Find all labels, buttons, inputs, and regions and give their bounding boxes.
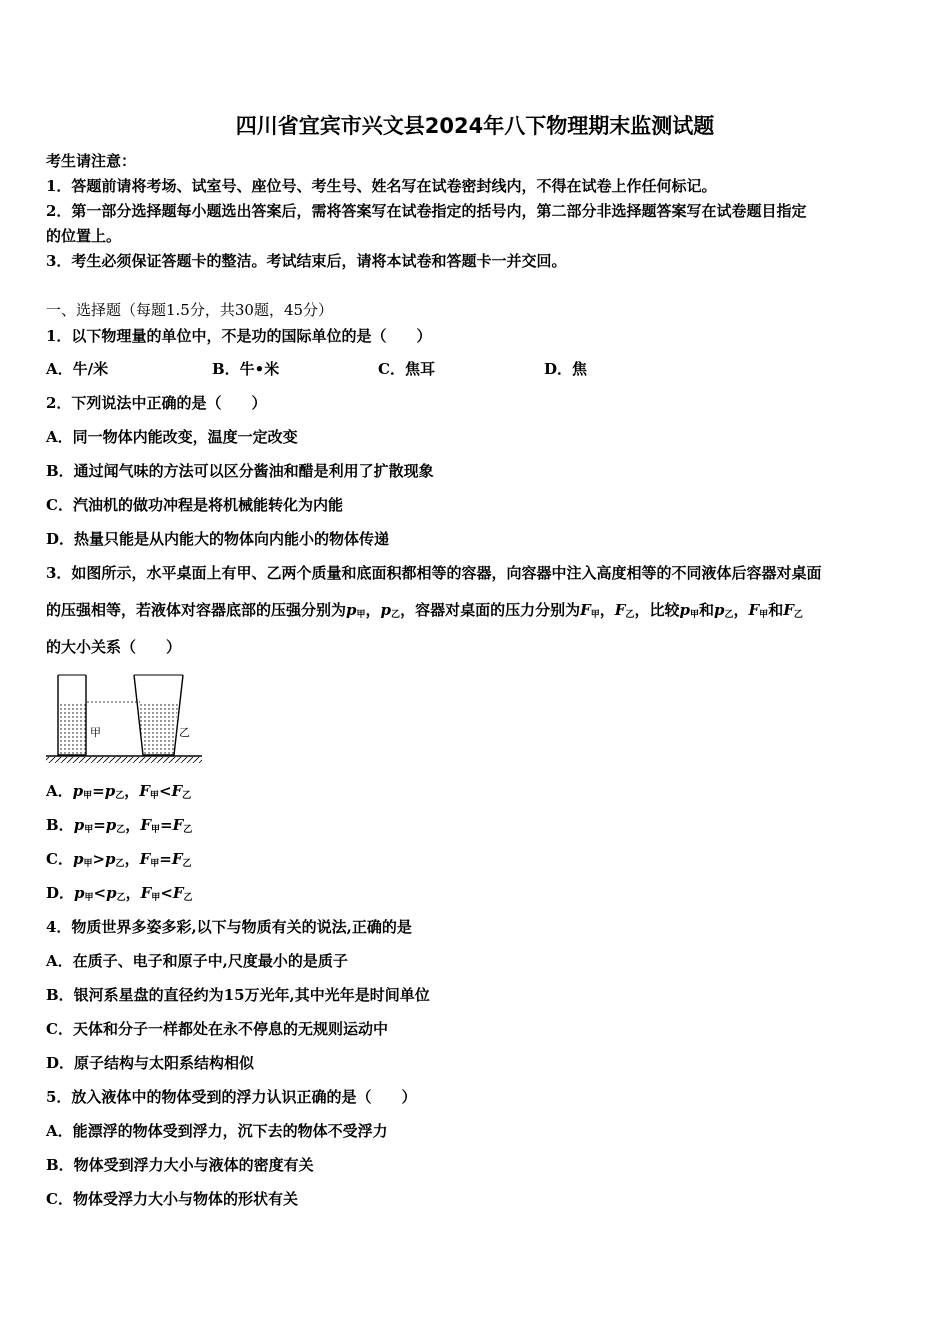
q3-sub: 甲 — [590, 610, 600, 620]
q1-option-a: A．牛/米 — [46, 360, 109, 378]
q4-stem: 4．物质世界多姿多彩,以下与物质有关的说法,正确的是 — [46, 918, 412, 936]
option-letter: C． — [46, 850, 73, 868]
q3-option-c — [46, 849, 192, 874]
q3-symbol-f: F — [171, 782, 183, 800]
q3-sub: 甲 — [84, 893, 94, 903]
q3-sub: 甲 — [84, 825, 94, 835]
q1-option-c: C．焦耳 — [378, 360, 435, 378]
q3-symbol-p: p — [105, 850, 116, 868]
q3-sub: 甲 — [83, 791, 93, 801]
label-yi: 乙 — [179, 726, 190, 739]
q3-symbol-p: p — [73, 816, 85, 834]
q3-sub: 甲 — [689, 610, 699, 620]
q3-text: 和 — [698, 601, 714, 619]
q3-sub: 乙 — [183, 825, 193, 835]
q3-option-a — [46, 781, 191, 806]
q3-sub: 甲 — [150, 825, 160, 835]
label-jia: 甲 — [90, 726, 101, 739]
q3-text: ，容器对桌面的压力分别为 — [400, 601, 581, 619]
q5-option-a: A．能漂浮的物体受到浮力，沉下去的物体不受浮力 — [46, 1122, 388, 1140]
q3-sub: 乙 — [183, 893, 193, 903]
q3-text: ， — [124, 782, 140, 800]
q3-symbol-f: F — [139, 782, 150, 800]
notice-heading: 考生请注意： — [46, 152, 137, 170]
q3-symbol-f: F — [171, 850, 183, 868]
q3-line2 — [46, 600, 803, 625]
liquid-yi — [137, 702, 178, 755]
q3-symbol-p: p — [106, 884, 117, 902]
relation-sign: = — [159, 816, 173, 834]
q5-option-c: C．物体受浮力大小与物体的形状有关 — [46, 1190, 298, 1208]
relation-sign: = — [159, 850, 172, 868]
q3-sub: 乙 — [182, 791, 192, 801]
q3-symbol-f: F — [140, 816, 151, 834]
q3-sub: 乙 — [182, 859, 192, 869]
q3-symbol-p: p — [713, 601, 725, 619]
option-letter: A． — [46, 782, 73, 800]
relation-sign: = — [92, 782, 105, 800]
notice-item-2-cont: 的位置上。 — [46, 227, 122, 245]
relation-sign: < — [93, 884, 107, 902]
relation-sign: < — [158, 782, 172, 800]
q3-container-figure — [44, 672, 204, 764]
q3-sub: 甲 — [83, 859, 93, 869]
q2-stem: 2．下列说法中正确的是（ ） — [46, 394, 267, 412]
q3-sub: 乙 — [724, 610, 734, 620]
q3-sub: 甲 — [759, 610, 769, 620]
q1-option-b: B．牛•米 — [212, 360, 280, 378]
q3-line3: 的大小关系（ ） — [46, 638, 182, 656]
option-letter: D． — [46, 884, 75, 902]
q2-option-b: B．通过闻气味的方法可以区分酱油和醋是利用了扩散现象 — [46, 462, 434, 480]
q3-symbol-p: p — [72, 782, 84, 800]
q3-text: 的压强相等，若液体对容器底部的压强分别为 — [46, 601, 347, 619]
q3-sub: 乙 — [116, 825, 126, 835]
q3-sub: 甲 — [149, 791, 159, 801]
q3-symbol-p: p — [72, 850, 84, 868]
q5-option-b: B．物体受到浮力大小与液体的密度有关 — [46, 1156, 314, 1174]
q3-sub: 乙 — [115, 791, 125, 801]
notice-item-3: 3．考生必须保证答题卡的整洁。考试结束后，请将本试卷和答题卡一并交回。 — [46, 252, 567, 270]
q3-symbol-f: F — [140, 884, 152, 902]
notice-item-1: 1．答题前请将考场、试室号、座位号、考生号、姓名写在试卷密封线内，不得在试卷上作任何标记。 — [46, 177, 717, 195]
q3-symbol-f: F — [580, 601, 591, 619]
notice-item-2: 2．第一部分选择题每小题选出答案后，需将答案写在试卷指定的括号内，第二部分非选择题答案写在试卷题目指定 — [46, 202, 807, 220]
section-heading: 一、选择题（每题1.5分，共30题，45分） — [46, 301, 334, 319]
q3-sub: 甲 — [151, 893, 161, 903]
q3-symbol-p: p — [346, 601, 357, 619]
q3-symbol-f: F — [614, 601, 626, 619]
q4-option-d: D．原子结构与太阳系结构相似 — [46, 1054, 255, 1072]
q3-symbol-p: p — [74, 884, 85, 902]
relation-sign: < — [160, 884, 173, 902]
q3-text: ，比较 — [634, 601, 680, 619]
q3-symbol-f: F — [172, 884, 184, 902]
liquid-jia — [58, 702, 86, 755]
q3-sub: 乙 — [625, 610, 635, 620]
q5-stem: 5．放入液体中的物体受到的浮力认识正确的是（ ） — [46, 1088, 417, 1106]
q3-text: ， — [125, 816, 141, 834]
q3-sub: 乙 — [793, 610, 803, 620]
q3-text: ， — [365, 601, 381, 619]
q3-symbol-p: p — [104, 782, 116, 800]
option-letter: B． — [46, 816, 74, 834]
q3-symbol-p: p — [679, 601, 690, 619]
q1-stem: 1．以下物理量的单位中，不是功的国际单位的是（ ） — [46, 327, 432, 345]
q4-option-c: C．天体和分子一样都处在永不停息的无规则运动中 — [46, 1020, 388, 1038]
q2-option-a: A．同一物体内能改变，温度一定改变 — [46, 428, 298, 446]
q3-text: ， — [125, 884, 141, 902]
q3-symbol-f: F — [139, 850, 151, 868]
q3-text: ， — [733, 601, 749, 619]
q4-option-a: A．在质子、电子和原子中,尺度最小的是质子 — [46, 952, 348, 970]
q3-sub: 乙 — [116, 893, 126, 903]
q2-option-c: C．汽油机的做功冲程是将机械能转化为内能 — [46, 496, 343, 514]
q3-line1: 3．如图所示，水平桌面上有甲、乙两个质量和底面积都相等的容器，向容器中注入高度相等的不同液体后容器对桌面 — [46, 564, 822, 582]
q3-symbol-f: F — [172, 816, 184, 834]
q4-option-b: B．银河系星盘的直径约为15万光年,其中光年是时间单位 — [46, 986, 430, 1004]
q1-options — [46, 359, 587, 379]
relation-sign: > — [92, 850, 106, 868]
q3-sub: 乙 — [115, 859, 125, 869]
q2-option-d: D．热量只能是从内能大的物体向内能小的物体传递 — [46, 530, 390, 548]
q3-symbol-f: F — [783, 601, 794, 619]
table-hatch — [46, 757, 202, 763]
q3-symbol-p: p — [380, 601, 392, 619]
q3-symbol-f: F — [748, 601, 760, 619]
page-title: 四川省宜宾市兴文县2024年八下物理期末监测试题 — [235, 114, 715, 138]
q3-option-b — [46, 815, 192, 840]
q3-text: ， — [599, 601, 615, 619]
q3-sub: 甲 — [356, 610, 366, 620]
q3-symbol-p: p — [105, 816, 117, 834]
q3-sub: 乙 — [391, 610, 401, 620]
q1-option-d: D．焦 — [544, 360, 588, 378]
q3-sub: 甲 — [150, 859, 160, 869]
q3-option-d — [46, 883, 193, 908]
q3-text: ， — [124, 850, 140, 868]
q3-text: 和 — [768, 601, 784, 619]
relation-sign: = — [93, 816, 106, 834]
